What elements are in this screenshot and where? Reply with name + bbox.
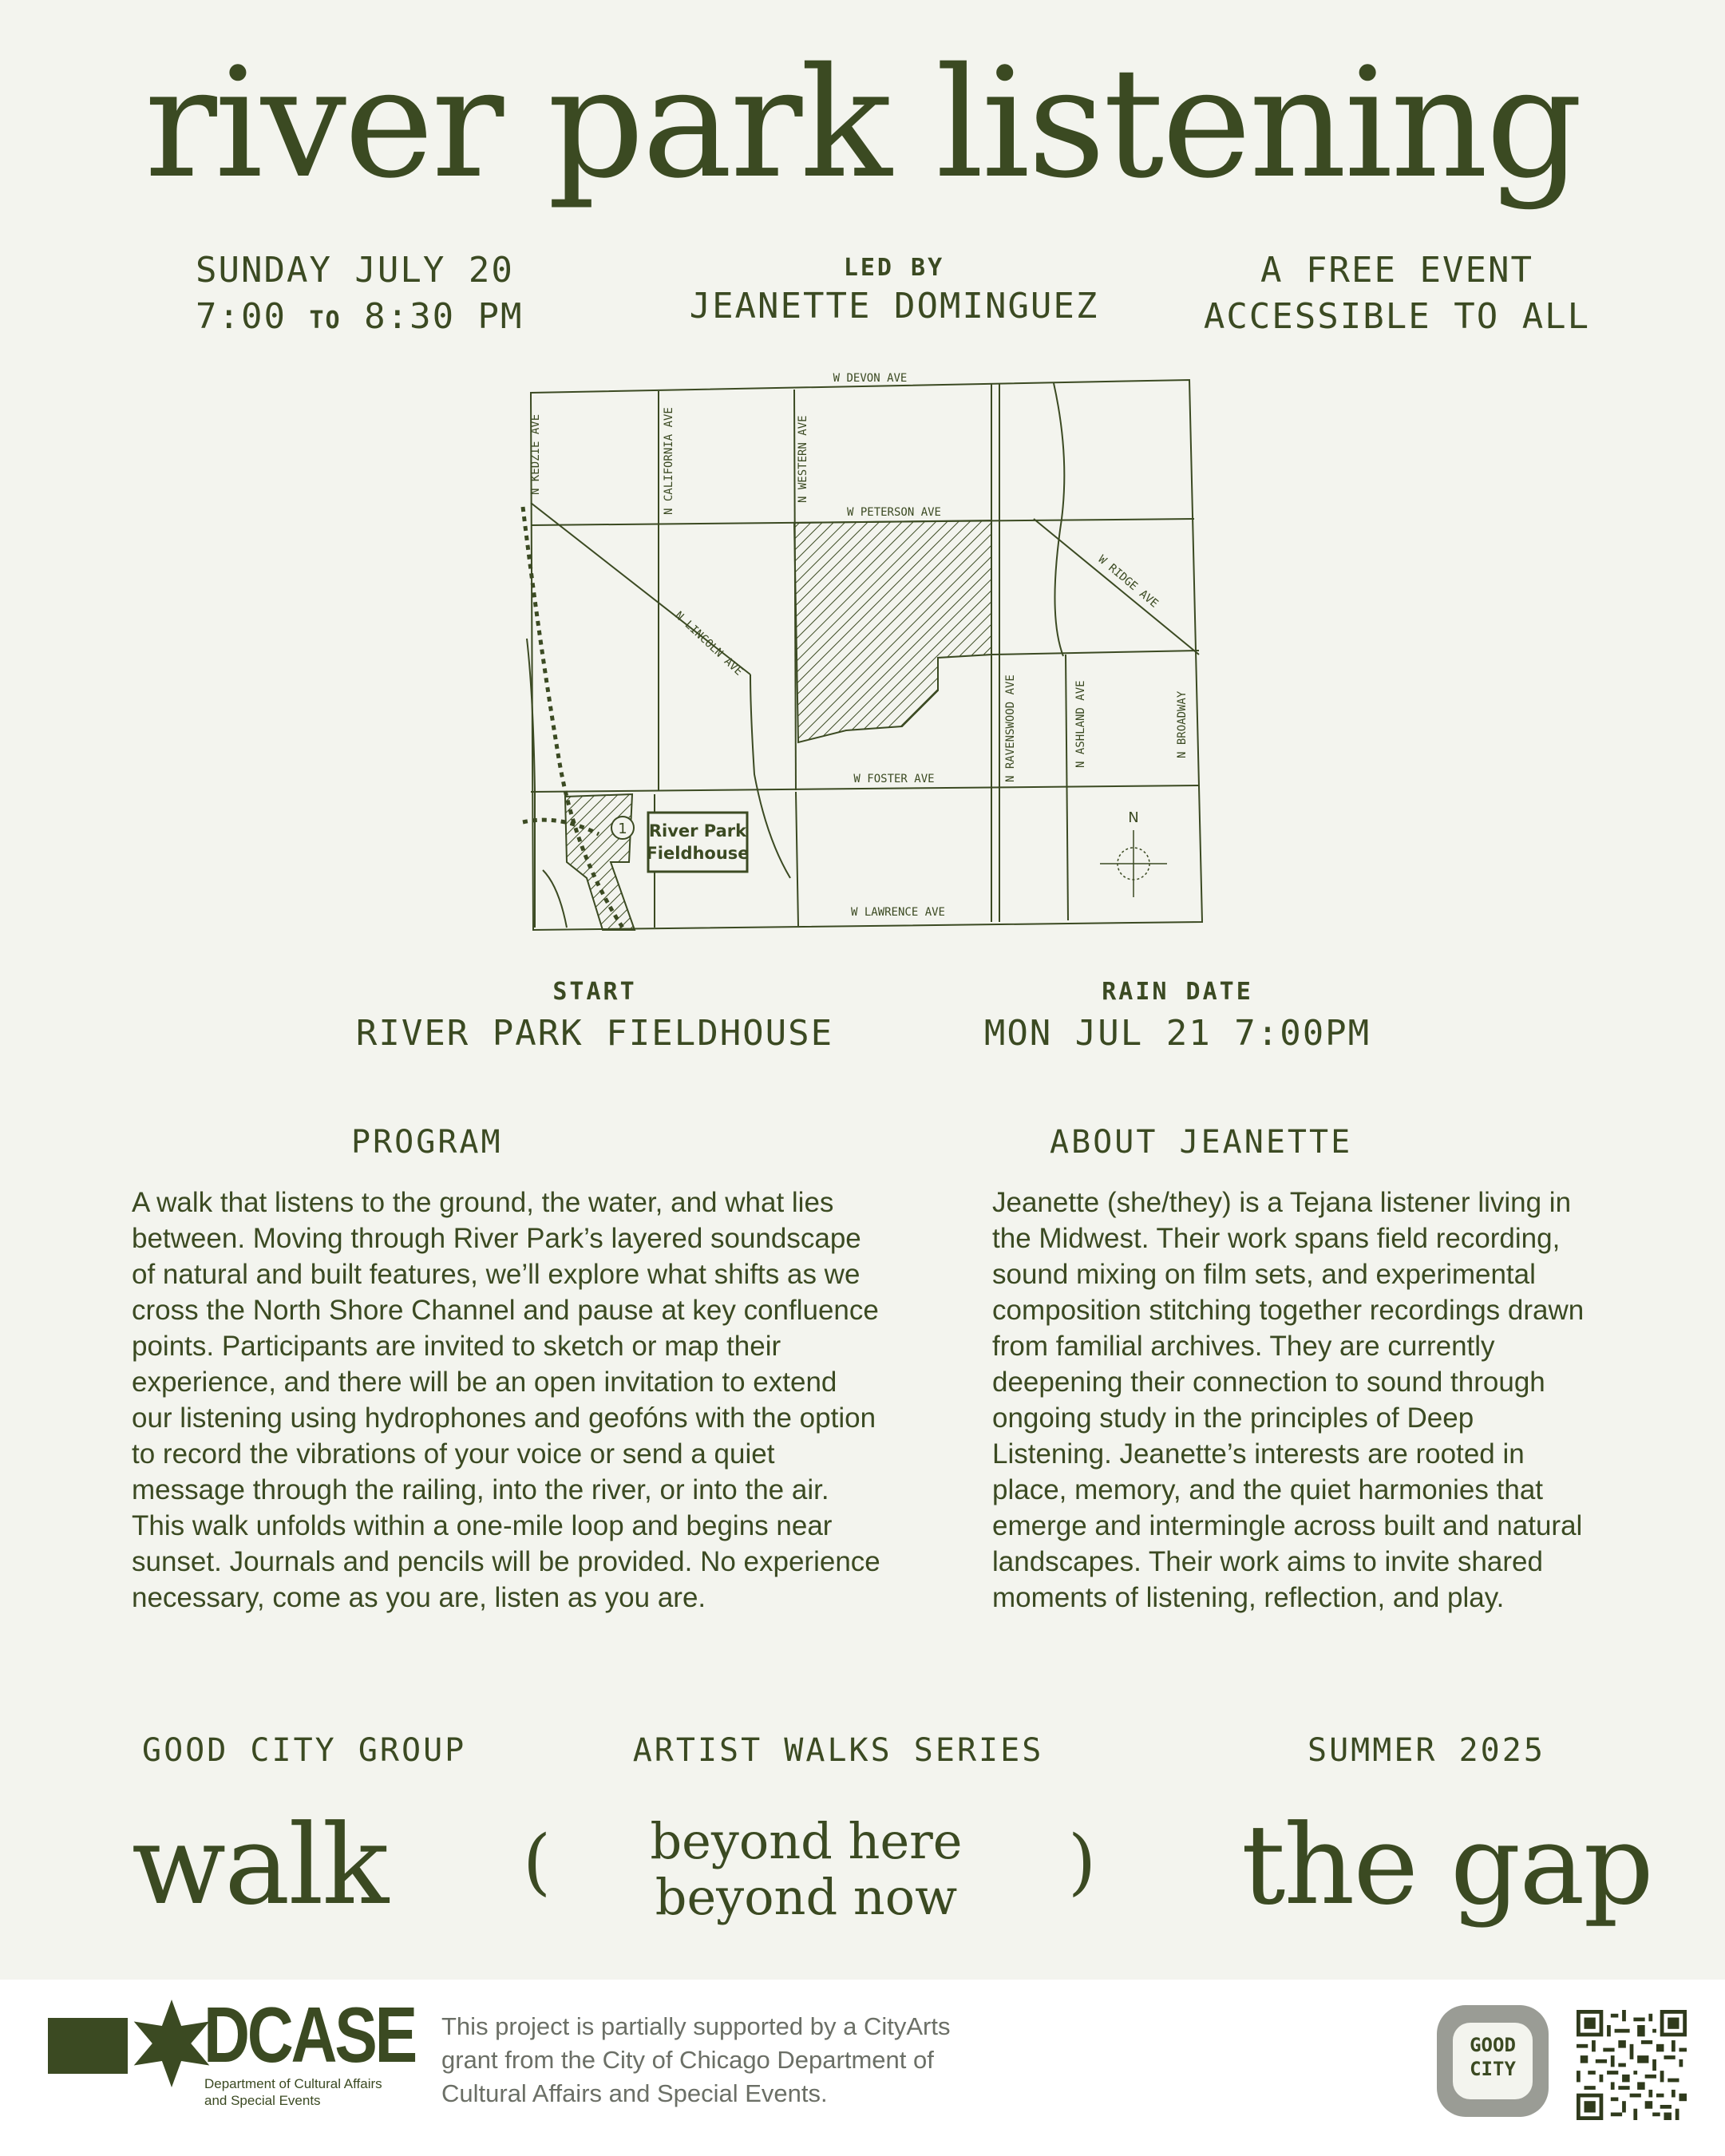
program-line: our listening using hydrophones and geofóns with the option bbox=[132, 1402, 876, 1434]
led-by-label: LED BY bbox=[843, 254, 945, 282]
about-line: deepening their connection to sound through bbox=[992, 1367, 1545, 1398]
series-left: GOOD CITY GROUP bbox=[142, 1732, 467, 1769]
good-city-line-2: CITY bbox=[1470, 2058, 1516, 2080]
label-ravenswood: N RAVENSWOOD AVE bbox=[1004, 674, 1017, 782]
compass-icon bbox=[1100, 809, 1167, 897]
beyond-text bbox=[639, 1814, 974, 1925]
about-text bbox=[992, 1185, 1647, 1616]
label-devon: W DEVON AVE bbox=[833, 372, 908, 385]
program-text bbox=[132, 1185, 914, 1616]
fieldhouse-label-1: River Park bbox=[648, 821, 747, 841]
grant-line: grant from the City of Chicago Department of bbox=[441, 2046, 934, 2074]
about-heading: ABOUT JEANETTE bbox=[1050, 1124, 1353, 1161]
about-line: landscapes. Their work aims to invite shared bbox=[992, 1546, 1543, 1577]
program-heading: PROGRAM bbox=[351, 1124, 503, 1161]
paren-close: ) bbox=[1068, 1820, 1097, 1904]
about-line: moments of listening, reflection, and play. bbox=[992, 1582, 1505, 1613]
free-event bbox=[1189, 247, 1604, 340]
grant-line: Cultural Affairs and Special Events. bbox=[441, 2079, 828, 2107]
program-line: of natural and built features, we’ll explore what shifts as we bbox=[132, 1259, 861, 1290]
gap-wordmark: the gap bbox=[1241, 1801, 1652, 1929]
label-ridge: W RIDGE AVE bbox=[1095, 552, 1161, 611]
program-line: between. Moving through River Park’s layered soundscape bbox=[132, 1223, 861, 1254]
grant-line: This project is partially supported by a CityArts bbox=[441, 2012, 951, 2040]
program-line: cross the North Shore Channel and pause at key confluence bbox=[132, 1295, 879, 1326]
free-line1: A FREE EVENT bbox=[1260, 250, 1533, 291]
program-line: A walk that listens to the ground, the water, and what lies bbox=[132, 1187, 834, 1218]
about-line: composition stitching together recordings drawn bbox=[992, 1295, 1585, 1326]
stop-marker-number: 1 bbox=[618, 821, 627, 837]
program-line: to record the vibrations of your voice or send a quiet bbox=[132, 1438, 775, 1470]
about-line: Jeanette (she/they) is a Tejana listener living in bbox=[992, 1187, 1572, 1218]
program-line: necessary, come as you are, listen as you are. bbox=[132, 1582, 706, 1613]
grant-text bbox=[441, 2010, 950, 2111]
program-line: message through the railing, into the river, or into the air. bbox=[132, 1474, 829, 1505]
label-ashland: N ASHLAND AVE bbox=[1074, 680, 1087, 768]
dcase-subtitle bbox=[204, 2075, 382, 2109]
good-city-line-1: GOOD bbox=[1470, 2034, 1516, 2056]
foster-line bbox=[531, 785, 1199, 792]
good-city-logo bbox=[1437, 2005, 1549, 2117]
dcase-sub-line-2: and Special Events bbox=[204, 2093, 321, 2108]
compass-north: N bbox=[1128, 809, 1139, 826]
event-date bbox=[196, 247, 524, 344]
series-right: SUMMER 2025 bbox=[1308, 1732, 1545, 1769]
label-kedzie: N KEDZIE AVE bbox=[529, 413, 542, 495]
label-california: N CALIFORNIA AVE bbox=[663, 407, 675, 515]
park-hatch bbox=[794, 520, 991, 742]
time-to: TO bbox=[309, 307, 342, 334]
label-foster: W FOSTER AVE bbox=[853, 773, 935, 785]
dcase-sub-line-1: Department of Cultural Affairs bbox=[204, 2076, 382, 2091]
about-line: the Midwest. Their work spans field recording, bbox=[992, 1223, 1561, 1254]
led-by bbox=[671, 254, 1118, 330]
program-line: points. Participants are invited to sketch or map their bbox=[132, 1331, 781, 1362]
date-line: SUNDAY JULY 20 bbox=[196, 250, 514, 291]
program-line: This walk unfolds within a one-mile loop and begins near bbox=[132, 1510, 833, 1541]
river-park-hatch bbox=[565, 794, 635, 930]
chicago-star-icon bbox=[128, 2000, 216, 2087]
about-line: from familial archives. They are currently bbox=[992, 1331, 1495, 1362]
about-line: sound mixing on film sets, and experimental bbox=[992, 1259, 1536, 1290]
about-line: emerge and intermingle across built and natural bbox=[992, 1510, 1583, 1541]
program-line: sunset. Journals and pencils will be provided. No experience bbox=[132, 1546, 880, 1577]
label-western: N WESTERN AVE bbox=[797, 415, 809, 503]
rain-value: MON JUL 21 7:00PM bbox=[983, 1013, 1371, 1054]
dcase-block-logo bbox=[48, 2018, 128, 2074]
program-line: experience, and there will be an open invitation to extend bbox=[132, 1367, 837, 1398]
label-lincoln: N LINCOLN AVE bbox=[672, 609, 746, 678]
label-broadway: N BROADWAY bbox=[1176, 690, 1189, 758]
led-by-name: JEANETTE DOMINGUEZ bbox=[689, 286, 1099, 326]
route-map bbox=[511, 359, 1213, 950]
label-peterson: W PETERSON AVE bbox=[846, 506, 942, 519]
paren-open: ( bbox=[523, 1820, 552, 1904]
free-line2: ACCESSIBLE TO ALL bbox=[1203, 296, 1591, 337]
time-line bbox=[196, 294, 524, 344]
rain-block bbox=[958, 978, 1397, 1057]
about-line: ongoing study in the principles of Deep bbox=[992, 1402, 1474, 1434]
beyond-line-1: beyond here bbox=[650, 1812, 963, 1870]
start-value: RIVER PARK FIELDHOUSE bbox=[355, 1013, 834, 1054]
start-block bbox=[351, 978, 838, 1057]
time-start: 7:00 bbox=[196, 296, 287, 337]
about-line: place, memory, and the quiet harmonies that bbox=[992, 1474, 1544, 1505]
start-label: START bbox=[552, 978, 637, 1006]
time-end: 8:30 PM bbox=[364, 296, 524, 337]
walk-wordmark: walk bbox=[132, 1801, 388, 1929]
fieldhouse-label-2: Fieldhouse bbox=[646, 844, 750, 863]
page-title: river park listening bbox=[144, 35, 1581, 212]
beyond-line-2: beyond now bbox=[655, 1868, 958, 1926]
label-lawrence: W LAWRENCE AVE bbox=[850, 906, 946, 919]
about-line: Listening. Jeanette’s interests are rooted in bbox=[992, 1438, 1525, 1470]
dcase-wordmark: DCASE bbox=[204, 1991, 415, 2079]
rain-label: RAIN DATE bbox=[1102, 978, 1253, 1006]
qr-code-icon[interactable] bbox=[1577, 2010, 1687, 2120]
series-center: ARTIST WALKS SERIES bbox=[632, 1732, 1044, 1769]
